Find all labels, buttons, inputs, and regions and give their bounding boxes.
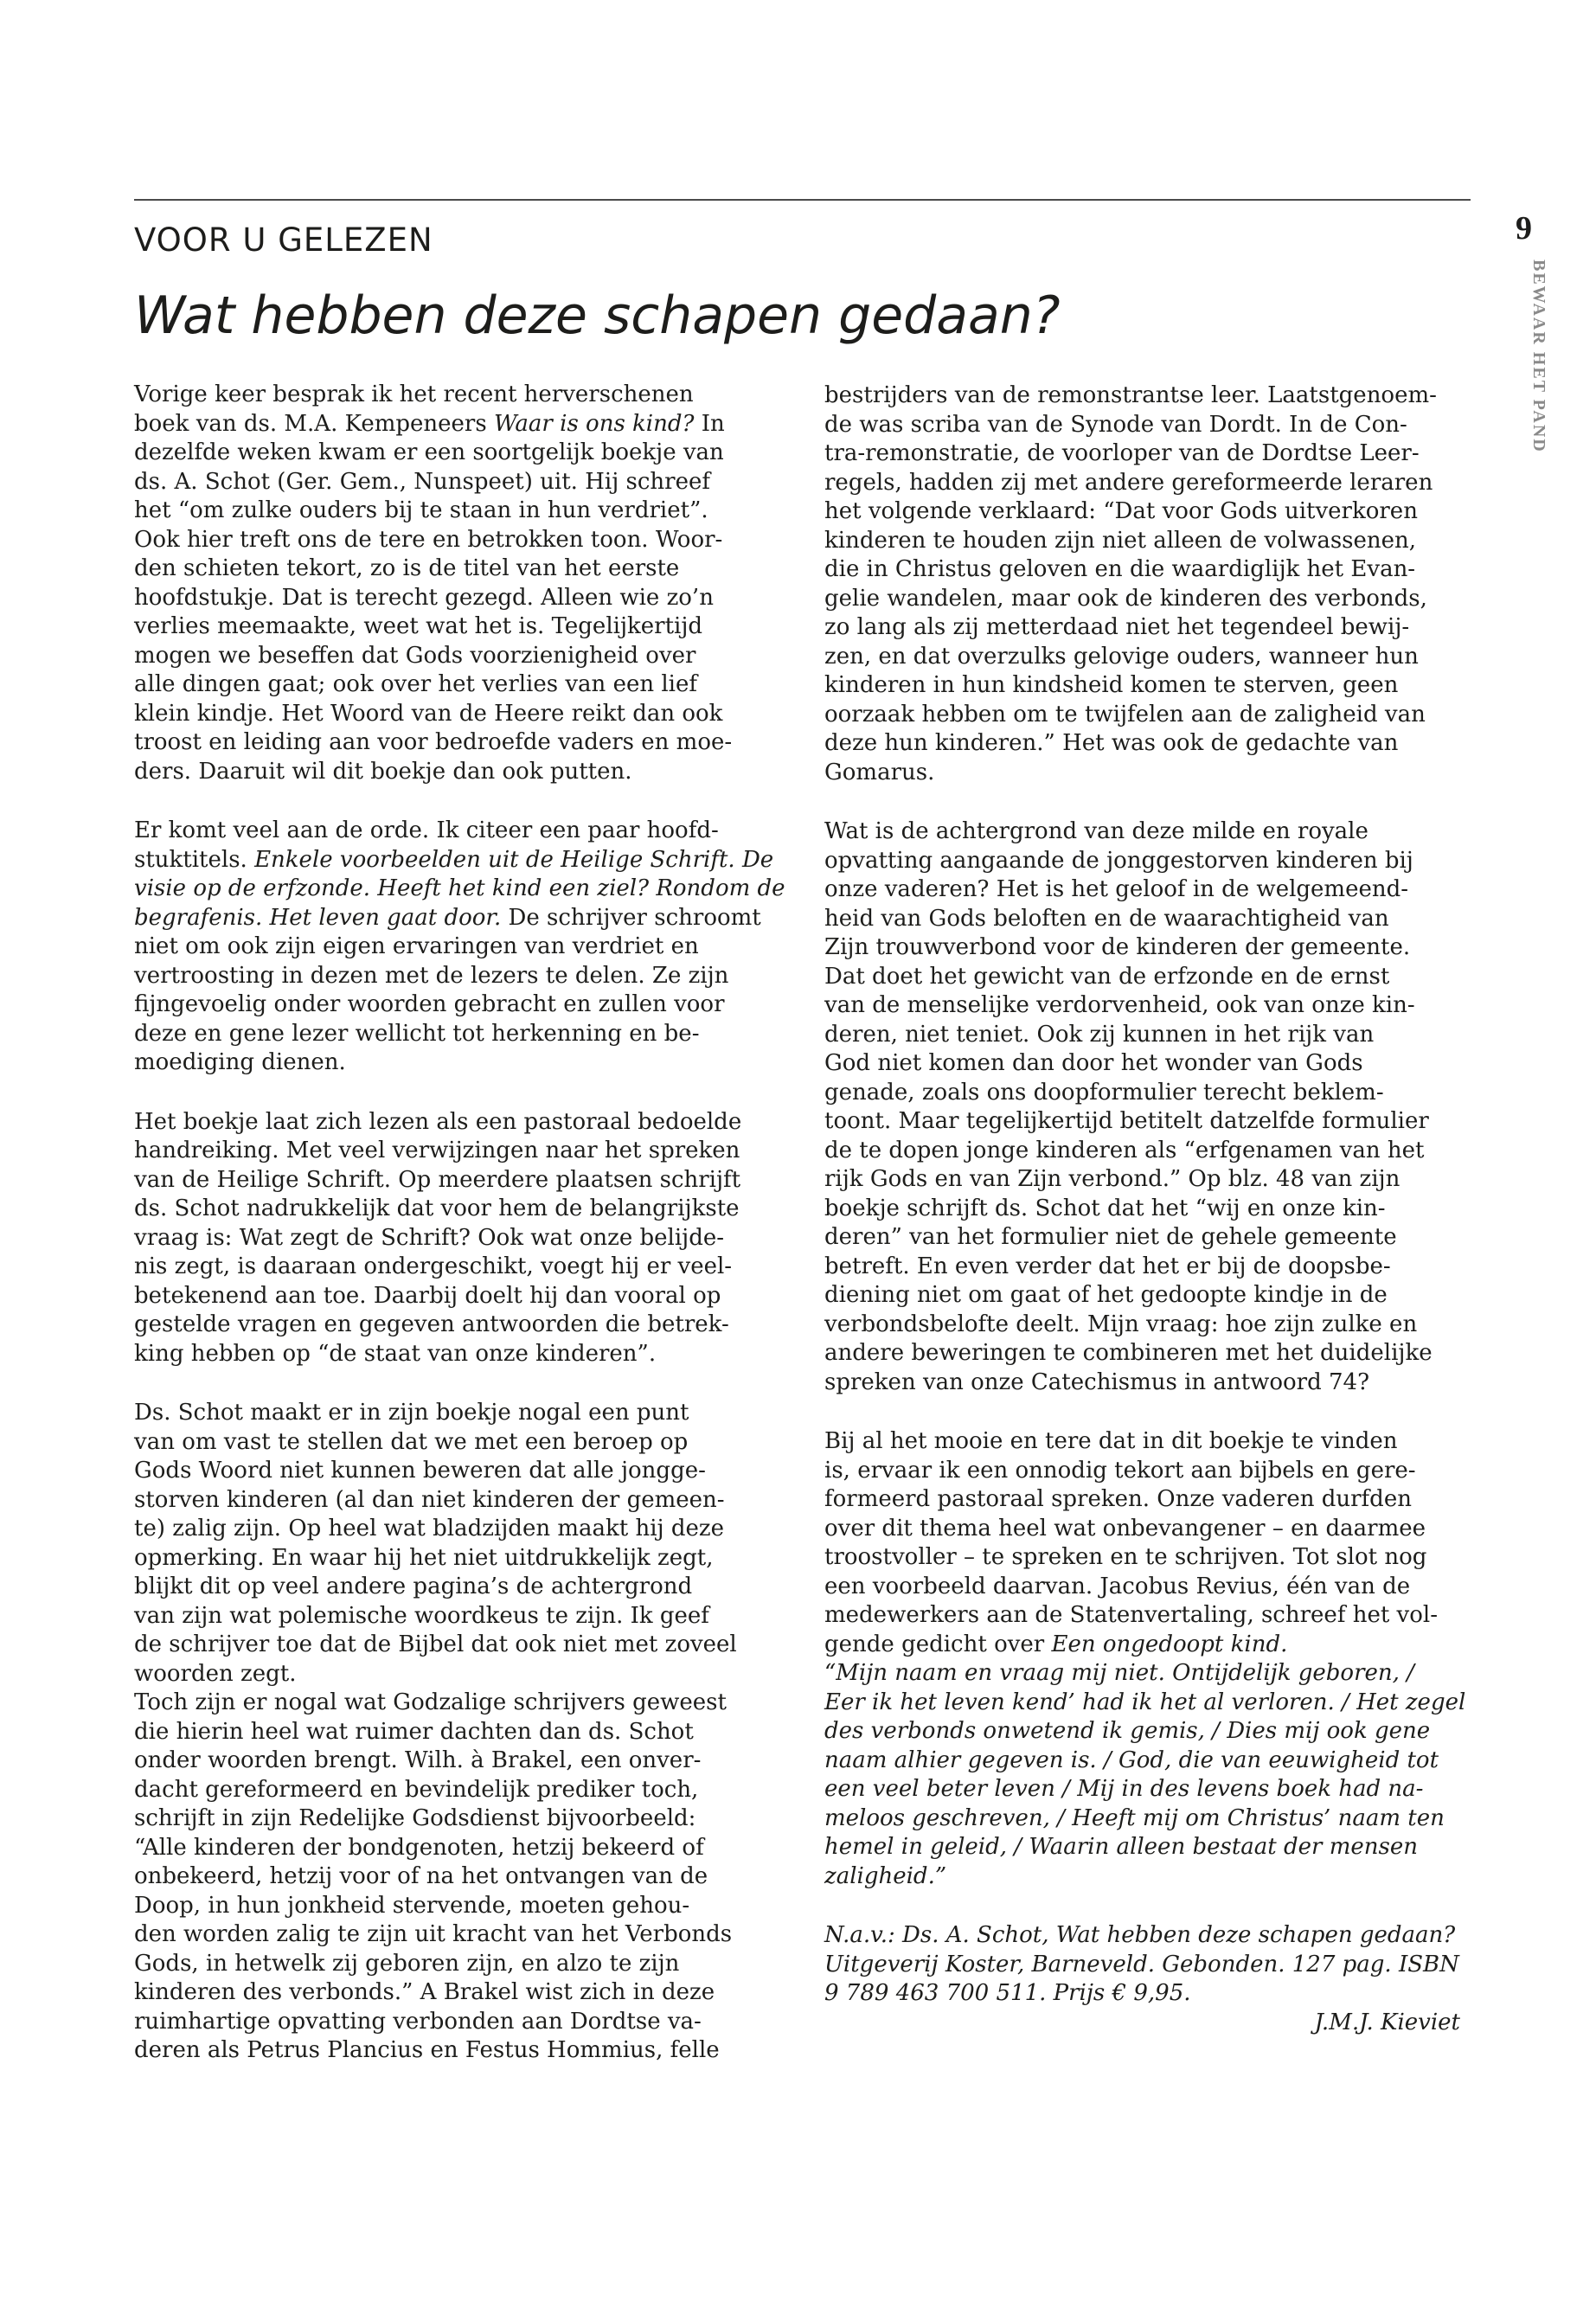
text-line — [134, 758, 770, 787]
text-segment: De schrijver schroomt — [501, 904, 761, 931]
text-segment: boek van ds. M.A. Kempeneers — [134, 410, 494, 437]
text-line — [824, 1804, 1460, 1834]
text-segment: klein kindje. Het Woord van de Heere reikt dan ook — [134, 700, 723, 727]
text-segment: vraag is: Wat zegt de Schrift? Ook wat onze belijde- — [134, 1224, 725, 1251]
paragraph-gap — [134, 1078, 770, 1108]
text-segment: onder woorden brengt. Wilh. à Brakel, een onver- — [134, 1747, 702, 1773]
text-segment: Er komt veel aan de orde. Ik citeer een paar hoofd- — [134, 817, 719, 843]
text-line — [134, 1253, 770, 1282]
text-line — [824, 701, 1460, 730]
text-line — [824, 1573, 1460, 1602]
text-line — [134, 1048, 770, 1078]
text-segment: In — [694, 410, 725, 437]
text-line — [134, 1804, 770, 1834]
text-line — [824, 1747, 1460, 1776]
italic-text: J.M.J. Kieviet — [1314, 2009, 1460, 2035]
italic-text: visie op de erfzonde. Heeft het kind een ziel? Rondom de — [134, 875, 785, 901]
text-line — [134, 554, 770, 584]
text-line — [134, 1166, 770, 1195]
text-segment: opvatting aangaande de jonggestorven kinderen bij — [824, 847, 1413, 874]
text-line — [824, 1485, 1460, 1515]
text-segment: het volgende verklaard: “Dat voor Gods uitverkoren — [824, 498, 1418, 524]
text-line — [824, 1457, 1460, 1486]
text-segment: fijngevoelig onder woorden gebracht en zullen voor — [134, 991, 725, 1017]
italic-text: “Mijn naam en vraag mij niet. Ontijdelijk geboren, / — [824, 1660, 1414, 1686]
text-segment: de was scriba van de Synode van Dordt. In de Con- — [824, 411, 1407, 438]
text-segment: Gods, in hetwelk zij geboren zijn, en alzo te zijn — [134, 1950, 680, 1977]
italic-text: N.a.v.: Ds. A. Schot, Wat hebben deze schapen gedaan? — [824, 1922, 1456, 1948]
text-segment: den schieten tekort, zo is de titel van het eerste — [134, 555, 680, 581]
text-segment: tra-remonstratie, de voorloper van de Dordtse Leer- — [824, 440, 1420, 466]
text-segment: Dat doet het gewicht van de erfzonde en de ernst — [824, 963, 1390, 990]
text-segment: kinderen in hun kindsheid komen te sterven, geen — [824, 672, 1399, 698]
text-line — [134, 728, 770, 758]
text-line — [134, 1020, 770, 1049]
text-segment: blijkt dit op veel andere pagina’s de achtergrond — [134, 1574, 693, 1599]
text-segment: betekenend aan toe. Daarbij doelt hij dan vooral op — [134, 1282, 721, 1309]
text-segment: formeerd pastoraal spreken. Onze vaderen durfden — [824, 1486, 1412, 1512]
text-line — [824, 1137, 1460, 1166]
italic-text: een veel beter leven / Mij in des levens boek had na- — [824, 1776, 1424, 1802]
text-line — [824, 1689, 1466, 1718]
text-segment: kinderen des verbonds.” A Brakel wist zich in deze — [134, 1979, 715, 2005]
text-line — [134, 1195, 770, 1224]
text-segment: van om vast te stellen dat we met een beroep op — [134, 1428, 689, 1455]
text-segment: van de menselijke verdorvenheid, ook van onze kin- — [824, 992, 1415, 1018]
text-line — [824, 411, 1460, 440]
text-line — [824, 1717, 1460, 1747]
text-segment: diening niet om gaat of het gedoopte kindje in de — [824, 1282, 1388, 1308]
text-line — [134, 1920, 770, 1950]
text-line — [824, 1427, 1460, 1457]
text-segment: medewerkers aan de Statenvertaling, schreef het vol- — [824, 1602, 1438, 1628]
text-line — [134, 904, 770, 933]
text-line — [134, 612, 770, 642]
italic-text: Waar is ons kind? — [493, 410, 695, 437]
text-segment: Bij al het mooie en tere dat in dit boekje te vinden — [824, 1428, 1398, 1454]
text-line — [134, 1399, 770, 1428]
text-line — [134, 1978, 770, 2008]
text-line — [134, 642, 770, 671]
text-line — [824, 933, 1460, 963]
text-segment: Vorige keer besprak ik het recent herverschenen — [134, 381, 694, 407]
italic-text: naam alhier gegeven is. / God, die van eeuwigheid tot — [824, 1747, 1439, 1773]
text-segment: spreken van onze Catechismus in antwoord 74? — [824, 1368, 1370, 1395]
text-line — [134, 468, 770, 497]
text-line — [824, 1979, 1460, 2009]
author-signature — [824, 2009, 1460, 2038]
text-line — [134, 700, 770, 729]
text-line — [824, 1631, 1460, 1660]
text-line — [134, 875, 785, 904]
text-segment: deren als Petrus Plancius en Festus Hommius, felle — [134, 2037, 720, 2063]
text-line — [824, 875, 1460, 905]
text-line — [824, 729, 1460, 759]
text-line — [824, 613, 1460, 643]
text-line — [824, 1107, 1460, 1137]
text-segment: boekje schrijft ds. Schot dat het “wij en onze kin- — [824, 1195, 1386, 1221]
text-segment: ds. A. Schot (Ger. Gem., Nunspeet) uit. Hij schreef — [134, 468, 710, 495]
text-line — [824, 1021, 1460, 1050]
text-segment: deren” van het formulier niet de gehele gemeente — [824, 1224, 1397, 1250]
text-line — [134, 1486, 770, 1516]
text-line — [824, 1368, 1460, 1398]
text-segment: deren, niet teniet. Ook zij kunnen in het rijk van — [824, 1021, 1375, 1048]
text-line — [824, 1951, 1460, 1980]
text-segment: hoofdstukje. Dat is terecht gezegd. Alleen wie zo’n — [134, 584, 714, 611]
text-line — [134, 1950, 770, 1979]
text-segment: gelie wandelen, maar ook de kinderen des verbonds, — [824, 585, 1427, 612]
text-segment: deze hun kinderen.” Het was ook de gedachte van — [824, 730, 1399, 756]
text-line — [134, 2036, 770, 2066]
text-line — [824, 469, 1460, 498]
header-rule — [134, 199, 1471, 201]
text-segment: Ds. Schot maakt er in zijn boekje nogal een punt — [134, 1400, 689, 1426]
text-segment: rijk Gods en van Zijn verbond.” Op blz. 48 van zijn — [824, 1166, 1401, 1192]
text-segment: Gomarus. — [824, 759, 935, 785]
text-segment: gestelde vragen en gegeven antwoorden die betrek- — [134, 1311, 729, 1337]
text-segment: oorzaak hebben om te twijfelen aan de zaligheid van — [824, 701, 1426, 727]
text-line — [134, 381, 770, 410]
italic-text: Een ongedoopt kind. — [1051, 1631, 1288, 1657]
text-segment: handreiking. Met veel verwijzingen naar het spreken — [134, 1138, 740, 1163]
text-segment: woorden zegt. — [134, 1660, 297, 1687]
text-line — [824, 1165, 1460, 1195]
text-line — [134, 1428, 770, 1458]
text-line — [824, 1833, 1460, 1862]
text-segment: ders. Daaruit wil dit boekje dan ook putten. — [134, 758, 632, 785]
text-line — [134, 1544, 770, 1574]
text-line — [134, 410, 770, 439]
text-segment: over dit thema heel wat onbevangener – en daarmee — [824, 1515, 1426, 1541]
italic-text: begrafenis. Het leven gaat door. — [134, 904, 502, 931]
text-segment: alle dingen gaat; ook over het verlies van een lief — [134, 671, 697, 697]
text-segment: stuktitels. — [134, 846, 255, 873]
text-line — [134, 1282, 770, 1311]
text-line — [134, 1224, 770, 1253]
text-line — [824, 555, 1460, 585]
text-line — [134, 670, 770, 700]
text-segment: de te dopen jonge kinderen als “erfgenamen van het — [824, 1137, 1425, 1163]
text-line — [134, 933, 770, 962]
text-segment: die hierin heel wat ruimer dachten dan ds. Schot — [134, 1718, 694, 1745]
italic-text: Uitgeverij Koster, Barneveld. Gebonden. 127 pag. ISBN — [824, 1951, 1459, 1977]
text-segment: opmerking. En waar hij het niet uitdrukkelijk zegt, — [134, 1544, 714, 1571]
italic-text: des verbonds onwetend ik gemis, / Dies mij ook gene — [824, 1718, 1431, 1744]
text-segment: bestrijders van de remonstrantse leer. Laatstgenoem- — [824, 382, 1437, 408]
text-line — [134, 584, 770, 613]
text-segment: heid van Gods beloften en de waarachtigheid van — [824, 905, 1389, 932]
text-line — [134, 1631, 770, 1660]
text-line — [824, 1253, 1460, 1282]
text-line — [134, 817, 770, 846]
text-line — [134, 846, 774, 875]
text-line — [134, 990, 770, 1020]
text-segment: dezelfde weken kwam er een soortgelijk boekje van — [134, 439, 724, 465]
text-line — [824, 963, 1460, 992]
text-line — [824, 1775, 1460, 1804]
paragraph-gap — [824, 1397, 1460, 1427]
text-segment: God niet komen dan door het wonder van Gods — [824, 1050, 1363, 1076]
text-line — [134, 526, 770, 555]
text-segment: troost en leiding aan voor bedroefde vaders en moe- — [134, 729, 733, 755]
text-segment: van zijn wat polemische woordkeus te zijn. Ik geef — [134, 1602, 709, 1629]
text-segment: Gods Woord niet kunnen beweren dat alle jongge- — [134, 1458, 706, 1484]
text-line — [824, 671, 1460, 701]
text-segment: troostvoller – te spreken en te schrijven. Tot slot nog — [824, 1544, 1427, 1570]
section-label: VOOR U GELEZEN — [134, 221, 433, 259]
text-segment: van de Heilige Schrift. Op meerdere plaatsen schrijft — [134, 1166, 741, 1193]
text-line — [824, 381, 1460, 411]
text-segment: moediging dienen. — [134, 1049, 346, 1075]
text-line — [134, 1340, 770, 1369]
right-column — [824, 381, 1466, 2037]
text-line — [134, 1660, 770, 1689]
text-segment: dacht gereformeerd en bevindelijk prediker toch, — [134, 1776, 699, 1803]
text-segment: gende gedicht over — [824, 1631, 1052, 1657]
text-segment: nis zegt, is daaraan ondergeschikt, voegt hij er veel- — [134, 1253, 733, 1279]
text-line — [134, 1515, 770, 1544]
text-line — [824, 1339, 1460, 1368]
italic-text: 9 789 463 700 511. Prijs € 9,95. — [824, 1980, 1191, 2006]
text-segment: schrijft in zijn Redelijke Godsdienst bijvoorbeeld: — [134, 1805, 696, 1831]
text-segment: den worden zalig te zijn uit kracht van het Verbonds — [134, 1921, 733, 1947]
text-line — [824, 497, 1460, 527]
text-line — [134, 1137, 770, 1166]
text-line — [134, 1602, 770, 1631]
text-segment: is, ervaar ik een onnodig tekort aan bijbels en gere- — [824, 1457, 1416, 1484]
text-line — [134, 1573, 770, 1602]
text-segment: onze vaderen? Het is het geloof in de welgemeend- — [824, 876, 1409, 902]
text-segment: een voorbeeld daarvan. Jacobus Revius, één van de — [824, 1573, 1411, 1599]
text-line — [824, 1543, 1460, 1573]
running-head: BEWAAR HET PAND — [1529, 260, 1548, 453]
text-line — [134, 1457, 770, 1486]
article-headline: Wat hebben deze schapen gedaan? — [134, 285, 1061, 346]
paragraph-gap — [134, 786, 770, 817]
text-line — [824, 1659, 1460, 1689]
text-line — [824, 817, 1460, 847]
text-segment: toont. Maar tegelijkertijd betitelt datzelfde formulier — [824, 1108, 1429, 1134]
italic-text: zaligheid.” — [824, 1862, 947, 1889]
text-segment: verbondsbelofte deelt. Mijn vraag: hoe zijn zulke en — [824, 1311, 1418, 1337]
text-line — [134, 1718, 770, 1747]
text-segment: het “om zulke ouders bij te staan in hun verdriet”. — [134, 497, 708, 523]
text-segment: kinderen te houden zijn niet alleen de volwassenen, — [824, 527, 1417, 554]
italic-text: meloos geschreven, / Heeft mij om Christus’ naam ten — [824, 1804, 1445, 1831]
text-segment: betreft. En even verder dat het er bij de doopsbe- — [824, 1253, 1391, 1279]
text-segment: ds. Schot nadrukkelijk dat voor hem de belangrijkste — [134, 1195, 740, 1221]
text-segment: genade, zoals ons doopformulier terecht beklem- — [824, 1079, 1384, 1106]
text-segment: verlies meemaakte, weet wat het is. Tegelijkertijd — [134, 613, 703, 639]
text-line — [134, 497, 770, 526]
paragraph-gap — [824, 787, 1460, 817]
text-segment: andere beweringen te combineren met het duidelijke — [824, 1340, 1433, 1366]
italic-text: Eer ik het leven kend’ had ik het al verloren. / Het zegel — [824, 1689, 1466, 1715]
text-line — [134, 1689, 770, 1718]
text-segment: de schrijver toe dat de Bijbel dat ook niet met zoveel — [134, 1631, 737, 1657]
text-line — [134, 1834, 770, 1863]
text-line — [824, 643, 1460, 672]
text-segment: zo lang als zij metterdaad niet het tegendeel bewij- — [824, 614, 1410, 640]
text-line — [134, 1776, 770, 1805]
text-segment: Het boekje laat zich lezen als een pastoraal bedoelde — [134, 1108, 742, 1135]
text-segment: mogen we beseffen dat Gods voorzienigheid over — [134, 642, 696, 669]
text-segment: Toch zijn er nogal wat Godzalige schrijvers geweest — [134, 1689, 727, 1715]
paragraph-gap — [134, 1368, 770, 1399]
text-line — [824, 439, 1460, 469]
text-line — [824, 585, 1460, 614]
text-line — [824, 1921, 1460, 1951]
text-line — [824, 1281, 1460, 1311]
text-line — [134, 1747, 770, 1776]
text-segment: Ook hier treft ons de tere en betrokken toon. Woor- — [134, 526, 723, 553]
text-segment: “Alle kinderen der bondgenoten, hetzij bekeerd of — [134, 1834, 704, 1861]
text-line — [824, 847, 1460, 876]
text-segment: vertroosting in dezen met de lezers te delen. Ze zijn — [134, 962, 729, 989]
text-line — [824, 1195, 1460, 1224]
text-line — [134, 1892, 770, 1921]
italic-text: Enkele voorbeelden uit de Heilige Schrift. De — [254, 846, 774, 873]
text-line — [824, 1515, 1460, 1544]
text-segment: ruimhartige opvatting verbonden aan Dordtse va- — [134, 2008, 702, 2035]
text-segment: zen, en dat overzulks gelovige ouders, wanneer hun — [824, 643, 1419, 670]
text-line — [134, 439, 770, 468]
text-line — [824, 1049, 1460, 1079]
text-line — [824, 1223, 1460, 1253]
text-line — [134, 1311, 770, 1340]
text-segment: te) zalig zijn. Op heel wat bladzijden maakt hij deze — [134, 1516, 724, 1541]
text-line — [134, 1862, 770, 1892]
text-segment: regels, hadden zij met andere gereformeerde leraren — [824, 469, 1433, 496]
text-segment: Zijn trouwverbond voor de kinderen der gemeente. — [824, 934, 1411, 960]
text-line — [824, 1311, 1460, 1340]
text-line — [824, 991, 1460, 1021]
paragraph-gap — [824, 1891, 1460, 1921]
left-column — [134, 381, 785, 2066]
text-segment: onbekeerd, hetzij voor of na het ontvangen van de — [134, 1863, 708, 1889]
text-line — [134, 2008, 770, 2037]
text-line — [824, 905, 1460, 934]
text-line — [824, 1079, 1460, 1108]
page-number: 9 — [1516, 210, 1532, 247]
text-line — [134, 962, 770, 991]
text-segment: king hebben op “de staat van onze kinderen”. — [134, 1340, 657, 1367]
text-segment: deze en gene lezer wellicht tot herkenning en be- — [134, 1020, 700, 1047]
text-line — [824, 1862, 1460, 1892]
text-segment: Doop, in hun jonkheid stervende, moeten gehou- — [134, 1892, 690, 1919]
text-segment: Wat is de achtergrond van deze milde en royale — [824, 818, 1368, 844]
text-segment: storven kinderen (al dan niet kinderen der gemeen- — [134, 1486, 725, 1513]
text-line — [824, 527, 1460, 556]
text-line — [824, 1601, 1460, 1631]
text-segment: niet om ook zijn eigen ervaringen van verdriet en — [134, 933, 699, 959]
text-line — [824, 759, 1460, 788]
text-line — [134, 1108, 770, 1138]
italic-text: hemel in geleid, / Waarin alleen bestaat der mensen — [824, 1834, 1418, 1860]
text-segment: die in Christus geloven en die waardiglijk het Evan- — [824, 556, 1416, 582]
